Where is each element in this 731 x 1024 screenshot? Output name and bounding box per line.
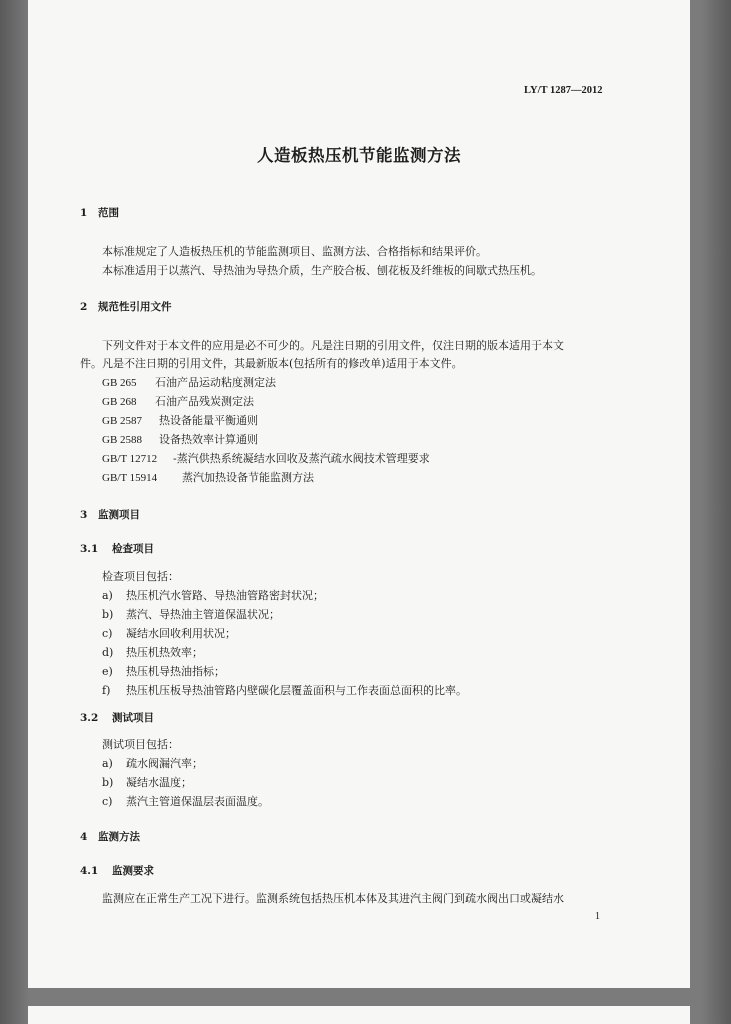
reference-name: 热设备能量平衡通则 xyxy=(159,414,258,427)
list-marker: b) xyxy=(102,608,114,621)
subsection-title: 测试项目 xyxy=(112,712,154,724)
page-number: 1 xyxy=(595,911,600,922)
section-number: 4 xyxy=(80,831,88,843)
check-items-intro: 检查项目包括： xyxy=(102,570,179,583)
subsection-number: 4.1 xyxy=(80,865,99,877)
references-paragraph-line-2: 件。凡是不注日期的引用文件，其最新版本(包括所有的修改单)适用于本文件。 xyxy=(80,357,463,370)
reference-name: -蒸汽供热系统凝结水回收及蒸汽疏水阀技术管理要求 xyxy=(173,452,430,465)
section-number: 1 xyxy=(80,207,88,219)
list-marker: f) xyxy=(102,684,111,697)
reference-code: GB 2588 xyxy=(102,434,143,446)
list-text: 蒸汽主管道保温层表面温度。 xyxy=(126,795,269,808)
list-marker: d) xyxy=(102,646,114,659)
section-title: 规范性引用文件 xyxy=(98,301,172,313)
list-text: 凝结水温度； xyxy=(126,776,192,789)
reference-code: GB 268 xyxy=(102,396,137,408)
section-title: 范围 xyxy=(98,207,119,219)
section-title: 监测方法 xyxy=(98,831,140,843)
reference-code: GB 265 xyxy=(102,377,137,389)
list-marker: b) xyxy=(102,776,114,789)
standard-code: LY/T 1287—2012 xyxy=(524,85,603,96)
list-marker: e) xyxy=(102,665,113,678)
list-text: 蒸汽、导热油主管道保温状况； xyxy=(126,608,280,621)
document-page xyxy=(28,0,690,988)
reference-code: GB/T 12712 xyxy=(102,453,158,465)
list-marker: c) xyxy=(102,627,113,640)
list-marker: a) xyxy=(102,589,113,602)
reference-name: 石油产品残炭测定法 xyxy=(155,395,254,408)
list-marker: a) xyxy=(102,757,113,770)
reference-code: GB 2587 xyxy=(102,415,143,427)
subsection-number: 3.1 xyxy=(80,543,99,555)
page-title: 人造板热压机节能监测方法 xyxy=(257,146,461,165)
section-number: 2 xyxy=(80,301,88,313)
list-text: 热压机汽水管路、导热油管路密封状况； xyxy=(126,589,324,602)
subsection-title: 检查项目 xyxy=(112,543,154,555)
references-paragraph-line-1: 下列文件对于本文件的应用是必不可少的。凡是注日期的引用文件，仅注日期的版本适用于本文 xyxy=(102,339,564,352)
scope-paragraph-2: 本标准适用于以蒸汽、导热油为导热介质，生产胶合板、刨花板及纤维板的间歇式热压机。 xyxy=(102,264,542,277)
list-text: 凝结水回收利用状况； xyxy=(126,627,236,640)
scope-paragraph-1: 本标准规定了人造板热压机的节能监测项目、监测方法、合格指标和结果评价。 xyxy=(102,245,487,258)
subsection-title: 监测要求 xyxy=(112,865,154,877)
reference-name: 石油产品运动粘度测定法 xyxy=(155,376,276,389)
list-text: 疏水阀漏汽率； xyxy=(126,757,203,770)
test-items-intro: 测试项目包括： xyxy=(102,738,179,751)
section-number: 3 xyxy=(80,509,88,521)
monitoring-requirements-paragraph: 监测应在正常生产工况下进行。监测系统包括热压机本体及其进汽主阀门到疏水阀出口或凝结水 xyxy=(102,892,564,905)
next-page-edge xyxy=(28,1006,690,1024)
section-title: 监测项目 xyxy=(98,509,140,521)
list-text: 热压机热效率； xyxy=(126,646,203,659)
list-text: 热压机导热油指标； xyxy=(126,665,225,678)
reference-name: 设备热效率计算通则 xyxy=(159,433,258,446)
reference-name: 蒸汽加热设备节能监测方法 xyxy=(182,471,314,484)
list-text: 热压机压板导热油管路内壁碳化层覆盖面积与工作表面总面积的比率。 xyxy=(126,684,467,697)
reference-code: GB/T 15914 xyxy=(102,472,158,484)
subsection-number: 3.2 xyxy=(80,712,99,724)
list-marker: c) xyxy=(102,795,113,808)
